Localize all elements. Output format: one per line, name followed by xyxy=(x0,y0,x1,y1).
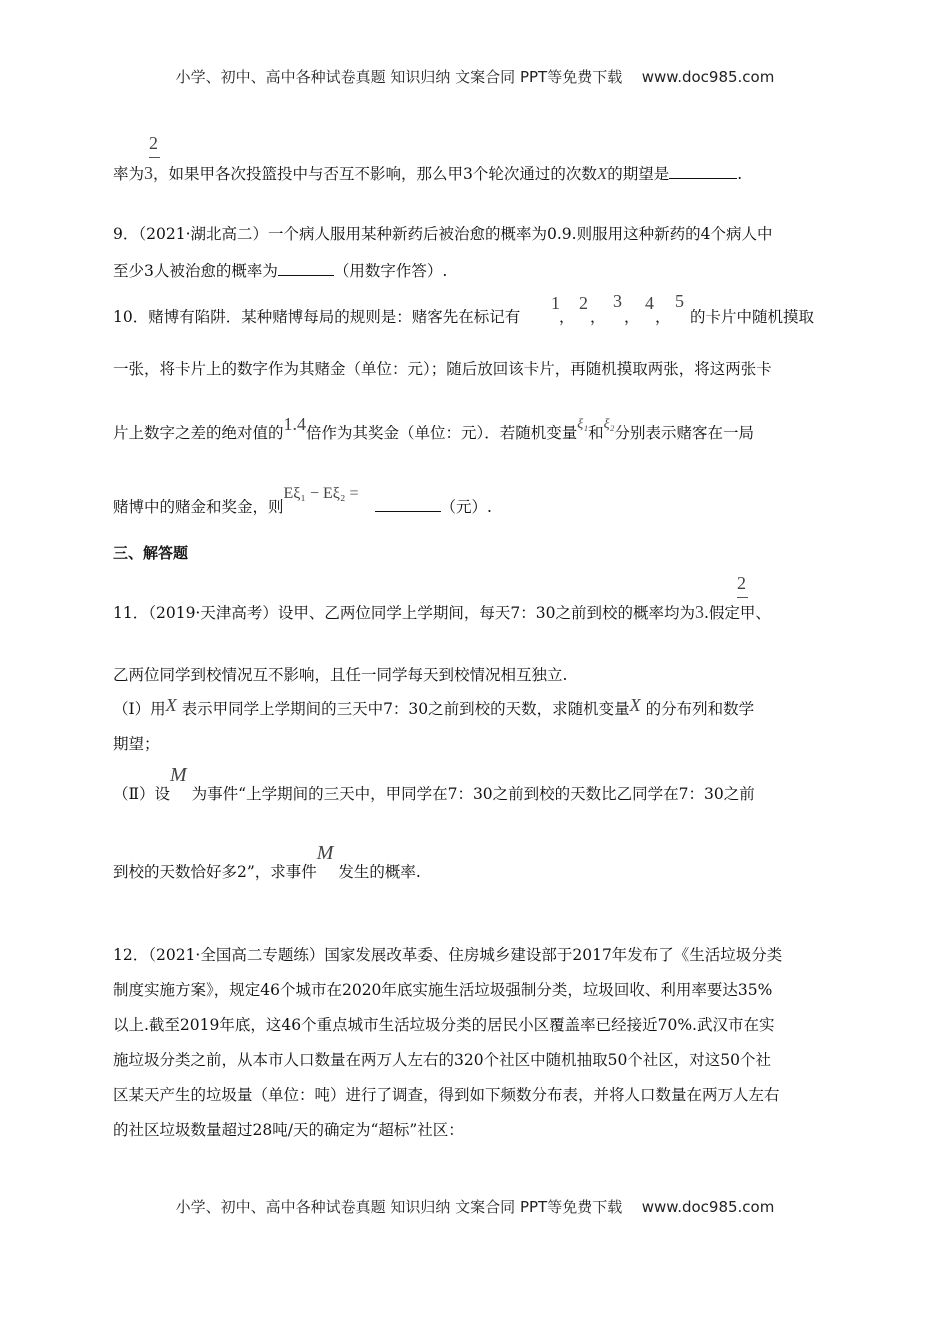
question-9-line-1: 9．（2021·湖北高二）一个病人服用某种新药后被治愈的概率为0.9.则服用这种新药的4个病人中 xyxy=(113,225,773,243)
question-12-line-1: 12．（2021·全国高二专题练）国家发展改革委、住房城乡建设部于2017年发布了《生活垃圾分类 xyxy=(113,946,783,964)
question-10-line-4: 赌博中的赌金和奖金，则Eξ₁ − Eξ₂ =（元）. xyxy=(113,485,492,516)
card-number-3: 3 xyxy=(613,291,622,311)
card-number-5: 5 xyxy=(675,291,684,311)
variable-x: X xyxy=(596,164,608,183)
question-number: 11． xyxy=(113,604,149,622)
answer-blank[interactable] xyxy=(278,259,334,276)
question-12-line-3: 以上.截至2019年底，这46个重点城市生活垃圾分类的居民小区覆盖率已经接近70%.武汉市在实 xyxy=(113,1016,775,1034)
header-url[interactable]: www.doc985.com xyxy=(641,68,775,86)
fraction-bar xyxy=(149,157,160,158)
question-10-line-2: 一张，将卡片上的数字作为其赌金（单位：元）；随后放回该卡片，再随机摸取两张，将这两张卡 xyxy=(113,360,772,378)
multiplier: 1.4 xyxy=(283,414,307,434)
fraction-bar xyxy=(737,597,748,598)
header-text: 小学、初中、高中各种试卷真题 知识归纳 文案合同 PPT等免费下载 xyxy=(175,68,623,86)
section-title: 三、解答题 xyxy=(113,544,189,562)
question-11-part-2-line-2: 到校的天数恰好多2”，求事件M 发生的概率. xyxy=(113,842,421,881)
variable-xi-2: ξ₂ xyxy=(603,417,615,432)
question-10-line-1-end: 的卡片中随机摸取 xyxy=(690,308,815,326)
question-12-line-2: 制度实施方案》，规定46个城市在2020年底实施生活垃圾强制分类，垃圾回收、利用率要达35% xyxy=(113,981,773,999)
question-9-line-2: 至少3人被治愈的概率为 （用数字作答）. xyxy=(113,259,447,282)
question-10-line-3: 片上数字之差的绝对值的1.4倍作为其奖金（单位：元）．若随机变量ξ₁和ξ₂分别表示赌客在一局 xyxy=(113,414,755,442)
question-11-part-2: （Ⅱ）设M 为事件“上学期间的三天中，甲同学在7：30之前到校的天数比乙同学在7：30之前 xyxy=(113,764,755,803)
footer-url[interactable]: www.doc985.com xyxy=(641,1198,775,1216)
card-number-1: 1 xyxy=(551,293,560,313)
question-12-line-6: 的社区垃圾数量超过28吨/天的确定为“超标”社区： xyxy=(113,1121,464,1139)
answer-blank[interactable] xyxy=(375,495,441,512)
fraction-denominator: 3 xyxy=(144,163,154,183)
footer-text: 小学、初中、高中各种试卷真题 知识归纳 文案合同 PPT等免费下载 xyxy=(175,1198,623,1216)
question-8-line: 率为3，如果甲各次投篮投中与否互不影响，那么甲3个轮次通过的次数X的期望是 . xyxy=(113,163,743,183)
question-number: 12． xyxy=(113,946,149,964)
fraction-numerator: 2 xyxy=(149,133,158,153)
question-10-line-1: 10．赌博有陷阱．某种赌博每局的规则是：赌客先在标记有 xyxy=(113,308,521,326)
question-11-line-2: 乙两位同学到校情况互不影响，且任一同学每天到校情况相互独立. xyxy=(113,666,568,684)
variable-m: M xyxy=(170,764,187,786)
question-number: 10． xyxy=(113,308,149,326)
page-header xyxy=(0,66,950,87)
fraction-denominator: 3 xyxy=(694,602,704,622)
expectation-formula: Eξ₁ − Eξ₂ = xyxy=(283,485,359,502)
variable-m: M xyxy=(316,842,334,864)
question-12-line-5: 区某天产生的垃圾量（单位：吨）进行了调查，得到如下频数分布表，并将人口数量在两万人左右 xyxy=(113,1086,780,1104)
question-11-line-1: 11．（2019·天津高考）设甲、乙两位同学上学期间，每天7：30之前到校的概率均为3.假定甲、 xyxy=(113,602,771,622)
question-number: 9． xyxy=(113,225,139,243)
variable-x: X xyxy=(629,695,641,715)
fraction-numerator: 2 xyxy=(737,573,746,593)
variable-xi-1: ξ₁ xyxy=(577,417,589,432)
page-footer xyxy=(0,1196,950,1217)
question-11-part-1: （Ⅰ）用X 表示甲同学上学期间的三天中7：30之前到校的天数，求随机变量X 的分布列和数学 xyxy=(113,695,755,718)
answer-blank[interactable] xyxy=(669,162,737,179)
card-number-4: 4 xyxy=(645,293,654,313)
card-number-2: 2 xyxy=(579,293,588,313)
question-12-line-4: 施垃圾分类之前，从本市人口数量在两万人左右的320个社区中随机抽取50个社区，对这50个社 xyxy=(113,1051,772,1069)
question-11-part-1-line-2: 期望； xyxy=(113,735,160,753)
variable-x: X xyxy=(165,695,177,715)
